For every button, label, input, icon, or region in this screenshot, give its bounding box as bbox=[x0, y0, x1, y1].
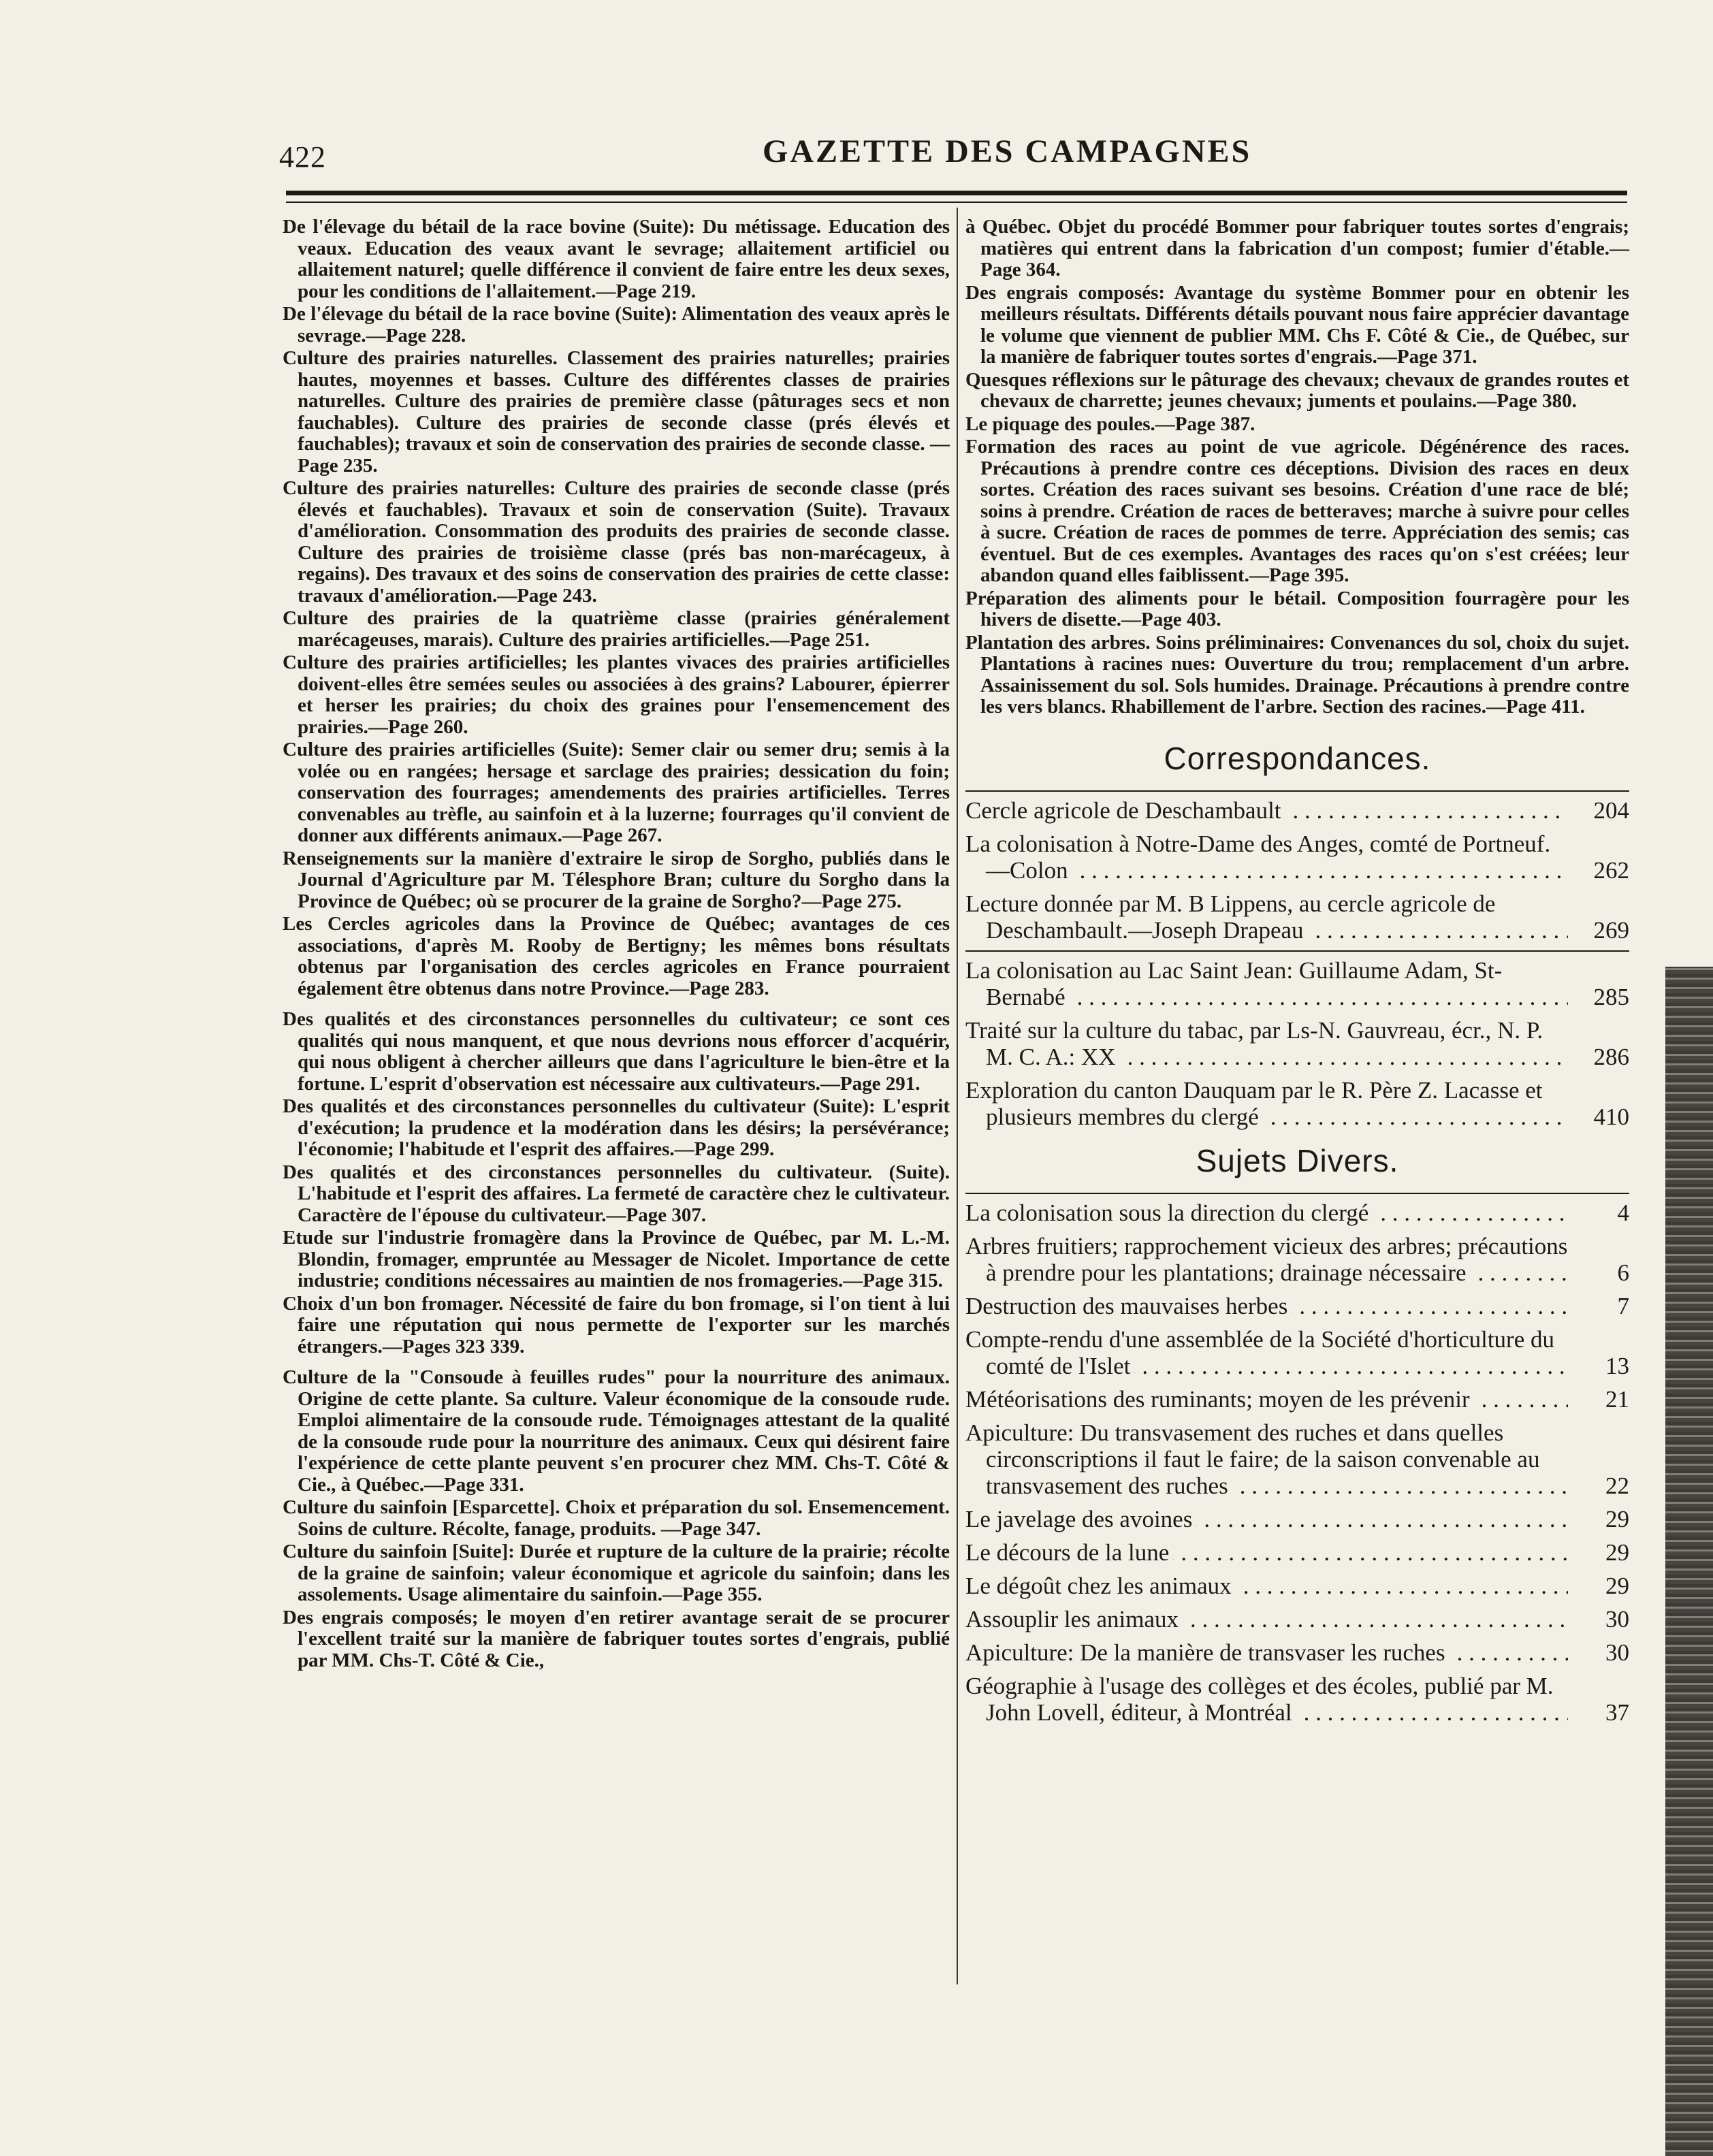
sujets-divers-heading: Sujets Divers. bbox=[1196, 1142, 1399, 1178]
index-entry: Préparation des aliments pour le bétail. Composition fourragère pour les hivers de disette.—Page 403. bbox=[965, 587, 1629, 630]
toc-row bbox=[965, 1386, 1629, 1413]
index-entry: Des qualités et des circonstances personnelles du cultivateur. (Suite). L'habitude et l'esprit des affaires. La fermeté de caractère chez le cultivateur. Caractère de l'épouse du cultivateur.—Page 307. bbox=[283, 1161, 950, 1226]
toc-label: Le dégoût chez les animaux bbox=[965, 1573, 1236, 1599]
index-entry: Culture des prairies artificielles (Suite): Semer clair ou semer dru; semis à la volée ou en rangées; hersage et sarclage des prairies; dessication du foin; conservation des fourrages; amendements des prairies artificielles. Terres convenables au trèfle, au sainfoin et à la luzerne; fourrages qu'il convient de donner aux différents animaux.—Page 267. bbox=[283, 739, 950, 846]
row-rule bbox=[965, 950, 1629, 952]
toc-label: Météorisations des ruminants; moyen de les prévenir bbox=[965, 1386, 1474, 1413]
toc-label: Lecture donnée par M. B Lippens, au cercle agricole de Deschambault.—Joseph Drapeau bbox=[965, 890, 1496, 944]
left-column bbox=[283, 216, 950, 1673]
toc-page: 269 bbox=[1593, 916, 1629, 944]
index-entry: Des qualités et des circonstances personnelles du cultivateur (Suite): L'esprit d'exécution; la prudence et la modération dans les désirs; la persévérance; l'économie; l'habitude et l'esprit des affaires.—Page 299. bbox=[283, 1095, 950, 1160]
index-entry: Culture des prairies artificielles; les plantes vivaces des prairies artificielles doivent-elles être semées seules ou associées à des grains? Labourer, épierrer et herser les prairies; du choix des graines pour l'ensemencement des prairies.—Page 260. bbox=[283, 651, 950, 738]
toc-page: 285 bbox=[1593, 983, 1629, 1010]
page-number: 422 bbox=[279, 140, 326, 174]
index-entry: Formation des races au point de vue agricole. Dégénérence des races. Précautions à prendre contre ces déceptions. Division des races en deux sortes. Création des races suivant ses besoins. Création d'une race de blé; soins à prendre. Création de races de betteraves; marche à suivre pour celles à sucre. Création de races de pommes de terre. Appréciation des semis; cas éventuel. But de ces exemples. Avantages des races qu'on s'est créées; leur abandon quand elles faiblissent.—Page 395. bbox=[965, 436, 1629, 586]
toc-label: Apiculture: De la manière de transvaser les ruches bbox=[965, 1639, 1450, 1666]
toc-row bbox=[965, 1293, 1629, 1319]
index-entry: Quesques réflexions sur le pâturage des chevaux; chevaux de grandes routes et chevaux de charrette; jeunes chevaux; juments et poulains.—Page 380. bbox=[965, 368, 1629, 412]
toc-label: Le décours de la lune bbox=[965, 1539, 1173, 1566]
index-entry: Le piquage des poules.—Page 387. bbox=[965, 413, 1255, 435]
toc-row bbox=[965, 1326, 1629, 1379]
toc-page: 29 bbox=[1605, 1539, 1629, 1566]
index-entry: Des engrais composés: Avantage du système Bommer pour en obtenir les meilleurs résultats. Différents détails pouvant nous faire apprécier davantage le volume que viennent de publier MM. Chs F. Côté & Cie., de Québec, sur la manière de fabriquer toutes sortes d'engrais.—Page 371. bbox=[965, 281, 1629, 368]
toc-row bbox=[965, 1673, 1629, 1726]
toc-row bbox=[965, 797, 1629, 824]
index-entry: Etude sur l'industrie fromagère dans la Province de Québec, par M. L.-M. Blondin, fromager, empruntée au Messager de Nicolet. Importance de cette industrie; conditions nécessaires au maintien de nos fromageries.—Page 315. bbox=[283, 1227, 950, 1291]
toc-page: 204 bbox=[1593, 797, 1629, 824]
toc-page: 7 bbox=[1617, 1292, 1629, 1319]
toc-label: Assouplir les animaux bbox=[965, 1606, 1183, 1632]
toc-label: Apiculture: Du transvasement des ruches et dans quelles circonscriptions il faut le faire; de la saison convenable au transvasement des ruches bbox=[965, 1419, 1540, 1499]
toc-row bbox=[965, 1200, 1629, 1226]
toc-row bbox=[965, 831, 1629, 884]
toc-label: La colonisation à Notre-Dame des Anges, comté de Portneuf.—Colon bbox=[965, 830, 1551, 884]
header-rule-thin bbox=[286, 202, 1627, 203]
running-head: GAZETTE DES CAMPAGNES bbox=[763, 133, 1252, 170]
section-rule bbox=[965, 1193, 1629, 1194]
index-entry: Des qualités et des circonstances personnelles du cultivateur; ce sont ces qualités qui nous manquent, et que nous devrions nous efforcer d'acquérir, qui nous obligent à chercher ailleurs que dans l'agriculture le bien-être et la fortune. L'esprit d'observation est nécessaire aux cultivateurs.—Page 291. bbox=[283, 1008, 950, 1095]
toc-label: Traité sur la culture du tabac, par Ls-N. Gauvreau, écr., N. P. M. C. A.: XX bbox=[965, 1016, 1543, 1070]
toc-page: 410 bbox=[1593, 1103, 1629, 1130]
toc-page: 6 bbox=[1617, 1259, 1629, 1286]
index-entry: Renseignements sur la manière d'extraire le sirop de Sorgho, publiés dans le Journal d'Agriculture par M. Télesphore Bran; culture du Sorgho dans la Province de Québec; où se procurer de la graine de Sorgho?—Page 275. bbox=[283, 847, 950, 912]
sujets-divers-list bbox=[965, 1200, 1629, 1726]
toc-page: 37 bbox=[1605, 1699, 1629, 1726]
toc-label: Cercle agricole de Deschambault bbox=[965, 797, 1285, 824]
index-entry: Culture des prairies naturelles: Culture des prairies de seconde classe (prés élevés et fauchables). Travaux et soin de conservation (Suite). Travaux d'amélioration. Consommation des produits des prairies de seconde classe. Culture des prairies de troisième classe (prés bas non-marécageux, à regains). Des travaux et des soins de conservation des prairies de cette classe: travaux d'amélioration.—Page 243. bbox=[283, 477, 950, 607]
toc-page: 13 bbox=[1605, 1352, 1629, 1379]
toc-label: Compte-rendu d'une assemblée de la Société d'horticulture du comté de l'Islet bbox=[965, 1325, 1554, 1379]
toc-page: 30 bbox=[1605, 1605, 1629, 1632]
toc-label: Destruction des mauvaises herbes bbox=[965, 1293, 1292, 1319]
toc-label: Exploration du canton Dauquam par le R. Père Z. Lacasse et plusieurs membres du clergé bbox=[965, 1076, 1543, 1130]
index-entry: Culture du sainfoin [Suite]: Durée et rupture de la culture de la prairie; récolte de la graine de sainfoin; valeur économique et agricole du sainfoin; dans les assolements. Usage alimentaire du sainfoin.—Page 355. bbox=[283, 1541, 950, 1605]
toc-label: Le javelage des avoines bbox=[965, 1506, 1196, 1532]
section-rule bbox=[965, 790, 1629, 792]
toc-page: 29 bbox=[1605, 1572, 1629, 1599]
column-divider bbox=[957, 208, 958, 1984]
header-rule-thick bbox=[286, 191, 1627, 195]
index-entry: Culture des prairies de la quatrième classe (prairies généralement marécageuses, marais). Culture des prairies artificielles.—Page 251. bbox=[283, 607, 950, 651]
index-entry: De l'élevage du bétail de la race bovine (Suite): Du métissage. Education des veaux. Education des veaux avant le sevrage; allaitement artificiel ou allaitement naturel; quelle différence il convient de faire entre les deux sexes, pour les conditions de l'allaitement.—Page 219. bbox=[283, 216, 950, 302]
index-entry: Culture des prairies naturelles. Classement des prairies naturelles; prairies hautes, moyennes et basses. Culture des différentes classes de prairies naturelles. Culture des prairies de première classe (pâturages secs et non fauchables). Culture des prairies de seconde classe (prés élevés et fauchables); travaux et soin de conservation des prairies de seconde classe. —Page 235. bbox=[283, 347, 950, 477]
correspondances-heading: Correspondances. bbox=[1164, 740, 1431, 776]
toc-row bbox=[965, 1606, 1629, 1632]
toc-page: 262 bbox=[1593, 856, 1629, 884]
toc-label: Géographie à l'usage des collèges et des écoles, publié par M. John Lovell, éditeur, à Montréal bbox=[965, 1672, 1554, 1726]
toc-page: 22 bbox=[1605, 1472, 1629, 1499]
toc-label: La colonisation au Lac Saint Jean: Guillaume Adam, St-Bernabé bbox=[965, 956, 1503, 1010]
index-entry: Culture du sainfoin [Esparcette]. Choix et préparation du sol. Ensemencement. Soins de culture. Récolte, fanage, produits. —Page 347. bbox=[283, 1496, 950, 1540]
toc-page: 30 bbox=[1605, 1639, 1629, 1666]
toc-page: 29 bbox=[1605, 1505, 1629, 1532]
toc-row bbox=[965, 1419, 1629, 1499]
index-entry: Les Cercles agricoles dans la Province de Québec; avantages de ces associations, d'après M. Rooby de Bertigny; les mêmes bons résultats obtenus par l'organisation des cercles agricoles en France pourraient également être obtenus dans notre Province.—Page 283. bbox=[283, 913, 950, 999]
toc-label: Arbres fruitiers; rapprochement vicieux des arbres; précautions à prendre pour les plantations; drainage nécessaire bbox=[965, 1232, 1568, 1286]
index-entry: Culture de la "Consoude à feuilles rudes" pour la nourriture des animaux. Origine de cette plante. Sa culture. Valeur économique de la consoude rude. Emploi alimentaire de la consoude rude. Témoignages attestant de la qualité de la consoude rude pour la nourriture des animaux. Ceux qui désirent faire l'expérience de cette plante peuvent s'en procurer chez MM. Chs-T. Côté & Cie., à Québec.—Page 331. bbox=[283, 1366, 950, 1496]
index-entry: De l'élevage du bétail de la race bovine (Suite): Alimentation des veaux après le sevrage.—Page 228. bbox=[283, 303, 950, 347]
toc-page: 286 bbox=[1593, 1043, 1629, 1070]
toc-row bbox=[965, 1573, 1629, 1599]
scan-edge-shadow bbox=[1665, 967, 1713, 2156]
correspondances-list bbox=[965, 797, 1629, 1130]
toc-row bbox=[965, 957, 1629, 1010]
toc-row bbox=[965, 1233, 1629, 1286]
toc-label: La colonisation sous la direction du clergé bbox=[965, 1200, 1373, 1226]
toc-row bbox=[965, 890, 1629, 944]
index-entry: à Québec. Objet du procédé Bommer pour fabriquer toutes sortes d'engrais; matières qui entrent dans la fabrication d'un compost; fumier d'étable.—Page 364. bbox=[965, 216, 1629, 280]
right-column bbox=[965, 216, 1629, 1733]
toc-row bbox=[965, 1017, 1629, 1070]
toc-page: 4 bbox=[1617, 1199, 1629, 1226]
toc-row bbox=[965, 1639, 1629, 1666]
toc-row bbox=[965, 1077, 1629, 1130]
index-entry: Plantation des arbres. Soins préliminaires: Convenances du sol, choix du sujet. Plantations à racines nues: Ouverture du trou; remplacement d'un arbre. Assainissement du sol. Sols humides. Drainage. Précautions à prendre contre les vers blancs. Rhabillement de l'arbre. Section des racines.—Page 411. bbox=[965, 631, 1629, 718]
index-entry: Choix d'un bon fromager. Nécessité de faire du bon fromage, si l'on tient à lui faire une réputation qui nous permette de l'exporter sur les marchés étrangers.—Pages 323 339. bbox=[283, 1292, 950, 1357]
index-entry: Des engrais composés; le moyen d'en retirer avantage serait de se procurer l'excellent traité sur la manière de fabriquer toutes sortes d'engrais, publié par MM. Chs-T. Côté & Cie., bbox=[283, 1606, 950, 1671]
toc-page: 21 bbox=[1605, 1385, 1629, 1413]
toc-row bbox=[965, 1506, 1629, 1532]
toc-row bbox=[965, 1539, 1629, 1566]
